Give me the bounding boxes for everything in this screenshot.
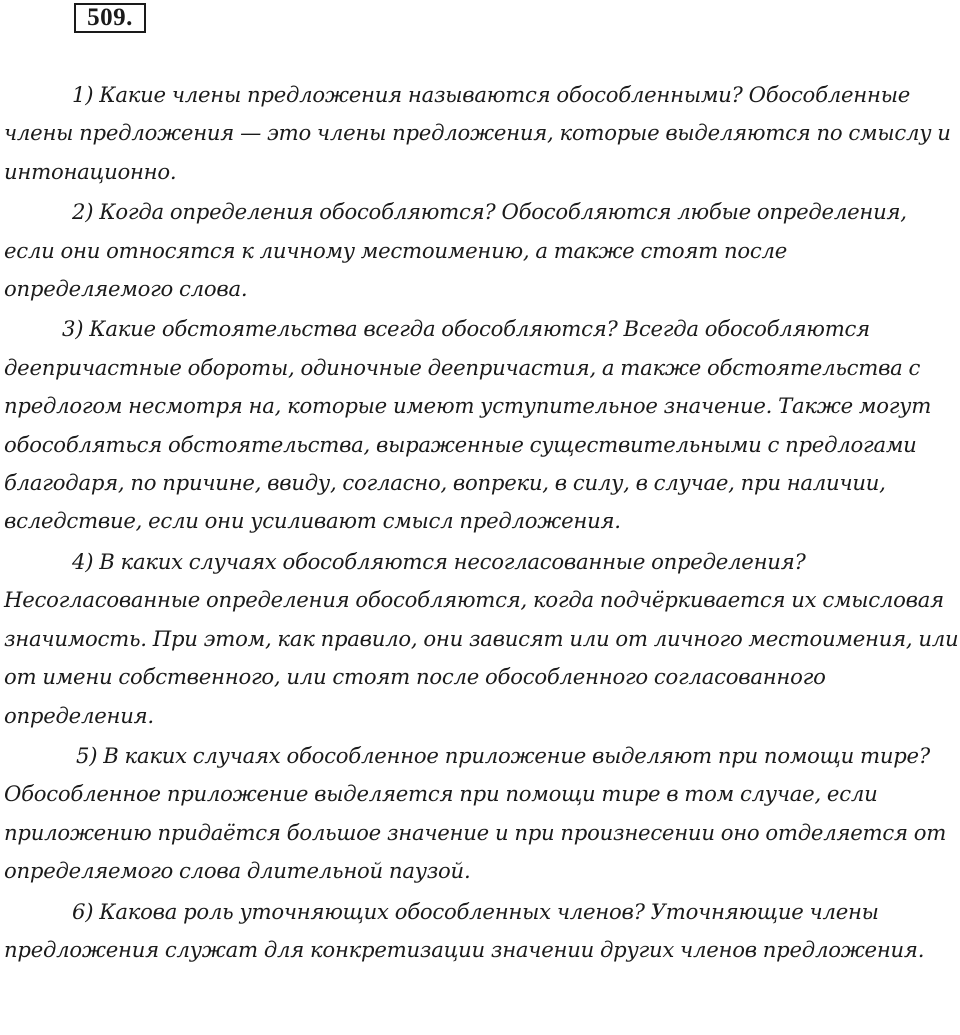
- exercise-number: 509.: [74, 3, 146, 33]
- answer-4: 4) В каких случаях обособляются несогласованные определения? Несогласованные определения обособляются, когда подчёркивается их смысловая значимость. При этом, как правило, они зависят или от личного местоимения, или от имени собственного, или стоят после обособленного согласованного определения.: [4, 548, 959, 728]
- answer-6: 6) Какова роль уточняющих обособленных членов? Уточняющие члены предложения служат для конкретизации значении других членов предложения.: [4, 898, 925, 962]
- answer-1: 1) Какие члены предложения называются обособленными? Обособленные члены предложения — это члены предложения, которые выделяются по смыслу и интонационно.: [4, 82, 951, 184]
- answer-list: [4, 76, 960, 971]
- answer-5: 5) В каких случаях обособленное приложение выделяют при помощи тире? Обособленное приложение выделяется при помощи тире в том случае, если приложению придаётся большое значение и при произнесении оно отделяется от определяемого слова длительной паузой.: [4, 742, 947, 884]
- answer-2: 2) Когда определения обособляются? Обособляются любые определения, если они относятся к личному местоимению, а также стоят после определяемого слова.: [4, 199, 907, 302]
- answer-3: 3) Какие обстоятельства всегда обособляются? Всегда обособляются деепричастные обороты, одиночные деепричастия, а также обстоятельства с предлогом несмотря на, которые имеют уступительное значение. Также могут обособляться обстоятельства, выраженные существительными с предлогами благодаря, по причине, ввиду, согласно, вопреки, в силу, в случае, при наличии, вследствие, если они усиливают смысл предложения.: [4, 316, 932, 534]
